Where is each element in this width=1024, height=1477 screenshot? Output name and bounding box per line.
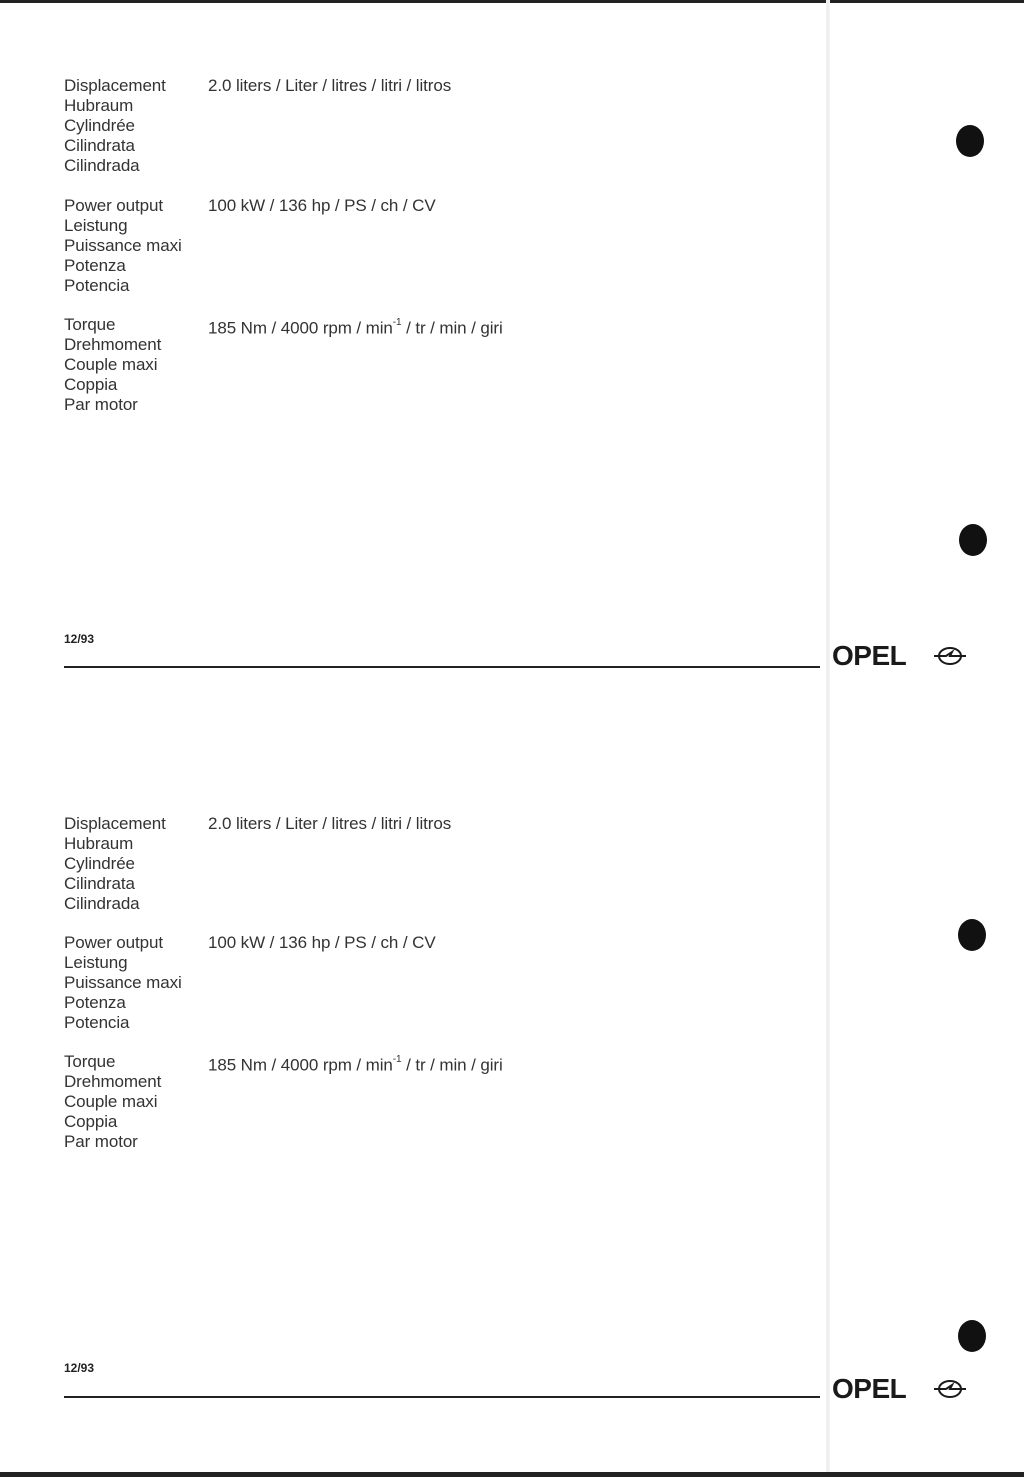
spec-label: Puissance maxi (64, 235, 182, 255)
spec-value: 100 kW / 136 hp / PS / ch / CV (208, 933, 436, 952)
spec-label: Par motor (64, 394, 138, 414)
page-date: 12/93 (64, 1361, 95, 1375)
spec-label: Drehmoment (64, 1071, 162, 1091)
spec-label: Torque (64, 1052, 116, 1071)
binder-hole-icon (956, 125, 984, 157)
spec-labels (64, 814, 204, 914)
spec-label: Cylindrée (64, 853, 135, 873)
spec-label: Cilindrata (64, 873, 135, 893)
page-fold (826, 0, 830, 1477)
binder-hole-icon (959, 524, 987, 556)
spec-value-exponent: -1 (392, 317, 402, 328)
spec-label: Cilindrata (64, 135, 135, 155)
spec-label: Par motor (64, 1131, 138, 1151)
brand-name: OPEL (832, 1373, 907, 1404)
spec-value: 2.0 liters / Liter / litres / litri / litros (208, 76, 452, 95)
spec-label: Cylindrée (64, 115, 135, 135)
spec-label: Puissance maxi (64, 972, 182, 992)
spec-labels (64, 196, 204, 296)
spec-label: Coppia (64, 1111, 118, 1131)
brand-name: OPEL (832, 640, 907, 671)
spec-label: Hubraum (64, 95, 134, 115)
spec-labels (64, 1052, 204, 1152)
footer-rule (64, 666, 820, 668)
spec-label: Leistung (64, 215, 128, 235)
spec-value-exponent: -1 (392, 1054, 402, 1065)
spec-label: Displacement (64, 814, 166, 833)
spec-value (208, 315, 503, 339)
spec-label: Hubraum (64, 833, 134, 853)
spec-labels (64, 76, 204, 176)
opel-blitz-icon (934, 1379, 966, 1399)
spec-value (208, 1052, 503, 1076)
spec-label: Displacement (64, 76, 166, 95)
spec-label: Cilindrada (64, 155, 140, 175)
spec-label: Couple maxi (64, 1091, 158, 1111)
spec-label: Potencia (64, 1012, 130, 1032)
page-top-edge (0, 0, 1024, 3)
spec-value: 100 kW / 136 hp / PS / ch / CV (208, 196, 436, 215)
spec-label: Power output (64, 196, 163, 215)
spec-label: Torque (64, 315, 116, 334)
opel-logo (832, 1373, 972, 1405)
spec-label: Coppia (64, 374, 118, 394)
page-bottom-edge (0, 1472, 1024, 1477)
footer-rule (64, 1396, 820, 1398)
spec-label: Cilindrada (64, 893, 140, 913)
page-date: 12/93 (64, 632, 95, 646)
spec-labels (64, 933, 204, 1033)
spec-label: Potencia (64, 275, 130, 295)
spec-label: Potenza (64, 255, 126, 275)
spec-value: 2.0 liters / Liter / litres / litri / litros (208, 814, 452, 833)
spec-label: Couple maxi (64, 354, 158, 374)
binder-hole-icon (958, 1320, 986, 1352)
spec-label: Drehmoment (64, 334, 162, 354)
spec-value-prefix: 185 Nm / 4000 rpm / min (208, 1055, 393, 1075)
spec-value-suffix: / tr / min / giri (401, 1055, 503, 1075)
binder-hole-icon (958, 919, 986, 951)
spec-label: Leistung (64, 952, 128, 972)
spec-value-prefix: 185 Nm / 4000 rpm / min (208, 318, 393, 338)
spec-label: Power output (64, 933, 163, 952)
opel-logo (832, 640, 972, 672)
spec-value-suffix: / tr / min / giri (401, 318, 503, 338)
spec-labels (64, 315, 204, 415)
spec-label: Potenza (64, 992, 126, 1012)
opel-blitz-icon (934, 646, 966, 666)
